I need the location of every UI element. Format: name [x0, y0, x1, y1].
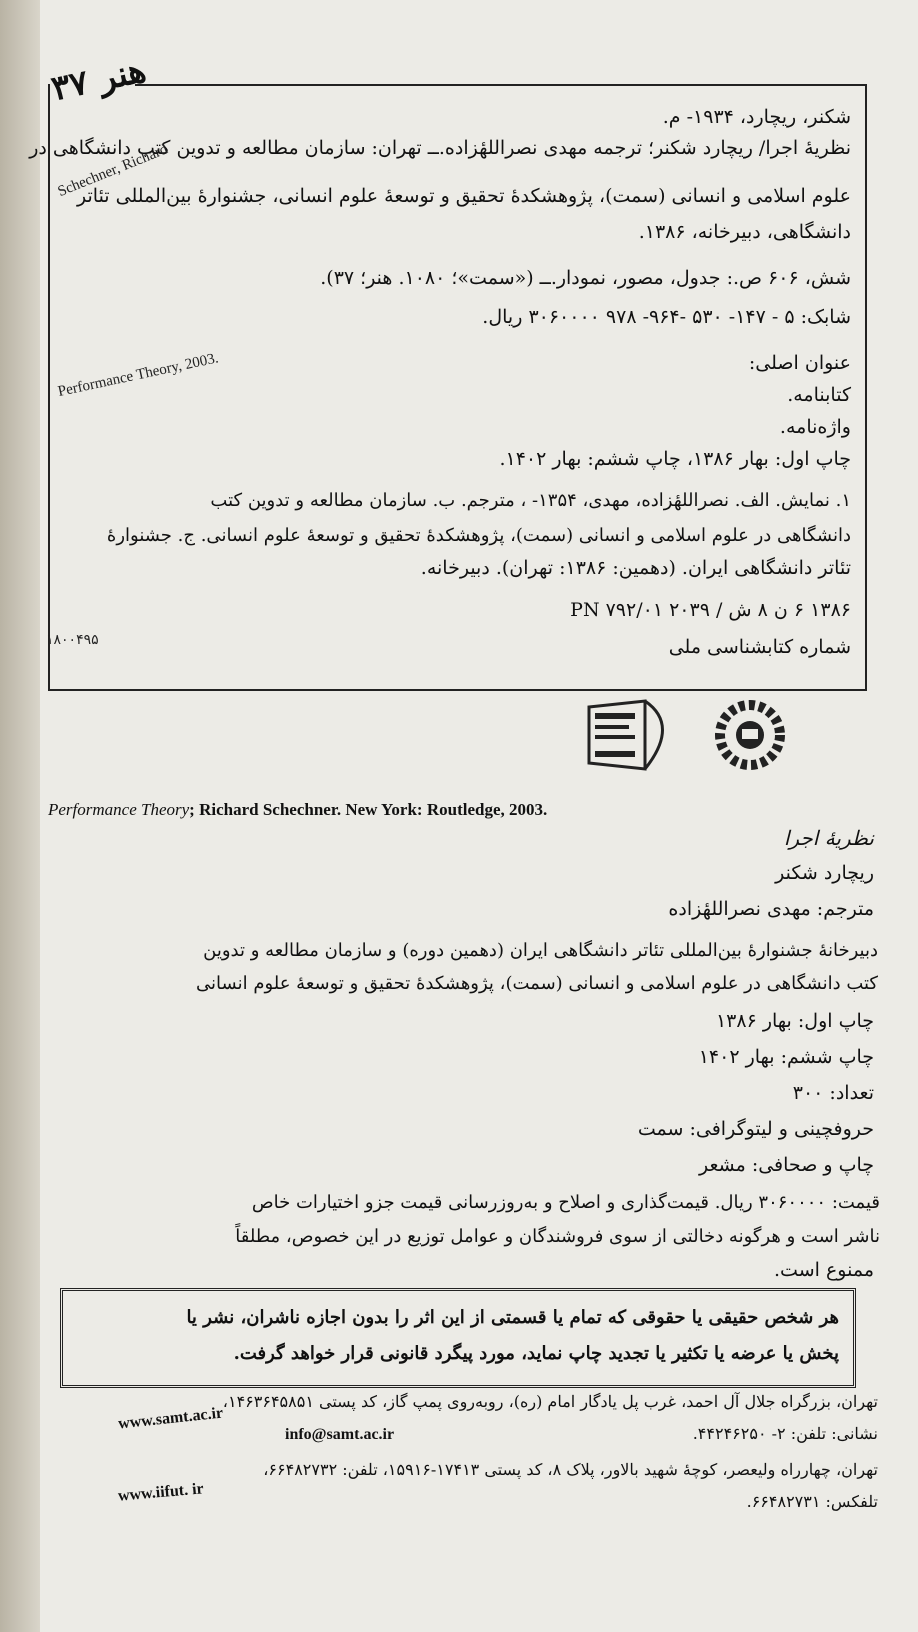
book-author: ریچارد شکنر	[775, 862, 874, 884]
catalog-line: نظریهٔ اجرا/ ریچارد شکنر؛ ترجمه مهدی نصراللهٔزاده.ــ تهران: سازمان مطالعه و تدوین کتب دانشگاهی در	[29, 137, 851, 159]
catalog-line: تئاتر دانشگاهی ایران. (دهمین: ۱۳۸۶: تهران). دبیرخانه.	[420, 557, 851, 579]
catalog-line: شش، ۶۰۶ ص.: جدول، مصور، نمودار.ــ («سمت»؛ ۱۰۸۰. هنر؛ ۳۷).	[320, 267, 851, 289]
catalog-line: شماره کتابشناسی ملی	[668, 636, 851, 658]
warning-line: پخش یا عرضه یا تکثیر یا تجدید چاپ نماید، مورد پیگرد قانونی قرار خواهد گرفت.	[233, 1343, 839, 1364]
book-title: نظریهٔ اجرا	[783, 826, 874, 850]
catalog-line: عنوان اصلی:	[748, 352, 851, 374]
website-link[interactable]: www.samt.ac.ir	[117, 1404, 224, 1433]
publisher-line: کتب دانشگاهی در علوم اسلامی و انسانی (سمت)، پژوهشکدهٔ تحقیق و توسعهٔ علوم انسانی	[196, 973, 878, 994]
catalog-line: ۱. نمایش. الف. نصراللهٔزاده، مهدی، ۱۳۵۴- ، مترجم. ب. سازمان مطالعه و تدوین کتب	[210, 490, 851, 511]
sixth-edition: چاپ ششم: بهار ۱۴۰۲	[698, 1046, 874, 1068]
price-line: ممنوع است.	[774, 1259, 874, 1281]
catalog-line: شابک: ۵ - ۱۴۷- ۵۳۰ -۹۶۴- ۹۷۸ ۳۰۶۰۰۰۰ ریال.	[482, 306, 851, 328]
original-title-latin: Performance Theory, 2003.	[56, 350, 220, 401]
catalog-line: کتابنامه.	[787, 384, 851, 406]
national-bibliography-number: ۱۸۰۰۴۹۵	[46, 633, 99, 648]
price-line: قیمت: ۳۰۶۰۰۰۰ ریال. قیمت‌گذاری و اصلاح و به‌روزرسانی قیمت جزو اختیارات خاص	[251, 1192, 880, 1213]
email-address: info@samt.ac.ir	[285, 1426, 395, 1443]
first-edition: چاپ اول: بهار ۱۳۸۶	[715, 1010, 874, 1032]
address-line: تلفکس: ۶۶۴۸۲۷۳۱.	[746, 1492, 878, 1511]
series-label: هنر ۳۷	[48, 50, 150, 110]
catalog-line: دانشگاهی، دبیرخانه، ۱۳۸۶.	[638, 221, 851, 243]
catalog-line: دانشگاهی در علوم اسلامی و انسانی (سمت)، پژوهشکدهٔ تحقیق و توسعهٔ علوم انسانی. ج. جشنوارهٔ	[106, 525, 851, 546]
publisher-line: دبیرخانهٔ جشنوارهٔ بین‌المللی تئاتر دانشگاهی ایران (دهمین دوره) و سازمان مطالعه و تدوین	[203, 940, 878, 961]
catalog-line: علوم اسلامی و انسانی (سمت)، پژوهشکدهٔ تحقیق و توسعهٔ علوم انسانی، جشنوارهٔ بین‌المللی تئاتر	[77, 185, 851, 207]
catalog-line: چاپ اول: بهار ۱۳۸۶، چاپ ششم: بهار ۱۴۰۲.	[499, 448, 851, 470]
author-latin-name: Schechner, Richard	[55, 141, 170, 201]
price-line: ناشر است و هرگونه دخالتی از سوی فروشندگان و عوامل توزیع در این خصوص، مطلقاً	[235, 1226, 880, 1247]
original-publication-info: ; Richard Schechner. New York: Routledge, 2003.	[189, 800, 548, 819]
address-line: نشانی: تلفن: ۲- ۴۴۲۴۶۲۵۰.	[692, 1424, 878, 1443]
typesetting: حروفچینی و لیتوگرافی: سمت	[637, 1118, 874, 1140]
address-line: تهران، چهارراه ولیعصر، کوچهٔ شهید بالاور، پلاک ۸، کد پستی ۱۷۴۱۳-۱۵۹۱۶، تلفن: ۶۶۴۸۲۷۳۲،	[263, 1460, 878, 1479]
original-title: Performance Theory	[48, 800, 190, 819]
catalog-line: شکنر، ریچارد، ۱۹۳۴- م.	[662, 106, 851, 128]
cataloging-box	[29, 84, 867, 691]
samt-logo	[710, 695, 790, 779]
print-run: تعداد: ۳۰۰	[792, 1082, 874, 1104]
copyright-warning-box	[60, 1288, 856, 1388]
address-line: تهران، بزرگراه جلال آل احمد، غرب پل یادگار امام (ره)، روبه‌روی پمپ گاز، کد پستی ۱۴۶۳۶۴۵۸۵۱،	[222, 1392, 878, 1411]
warning-line: هر شخص حقیقی یا حقوقی که تمام یا قسمتی از این اثر را بدون اجازه ناشران، نشر یا	[186, 1307, 839, 1328]
adjacent-page-edge	[0, 0, 40, 1632]
original-edition-citation	[48, 800, 547, 820]
printing-binding: چاپ و صحافی: مشعر	[699, 1154, 874, 1176]
website-link[interactable]: www.iifut. ir	[117, 1480, 205, 1505]
catalog-call-number: ۱۳۸۶ ۶ ن ۸ ش / ۲۰۳۹ PN ۷۹۲/۰۱	[570, 599, 851, 621]
catalog-line: واژه‌نامه.	[779, 416, 851, 438]
book-translator: مترجم: مهدی نصراللهٔزاده	[668, 898, 874, 920]
festival-logo	[585, 695, 695, 779]
